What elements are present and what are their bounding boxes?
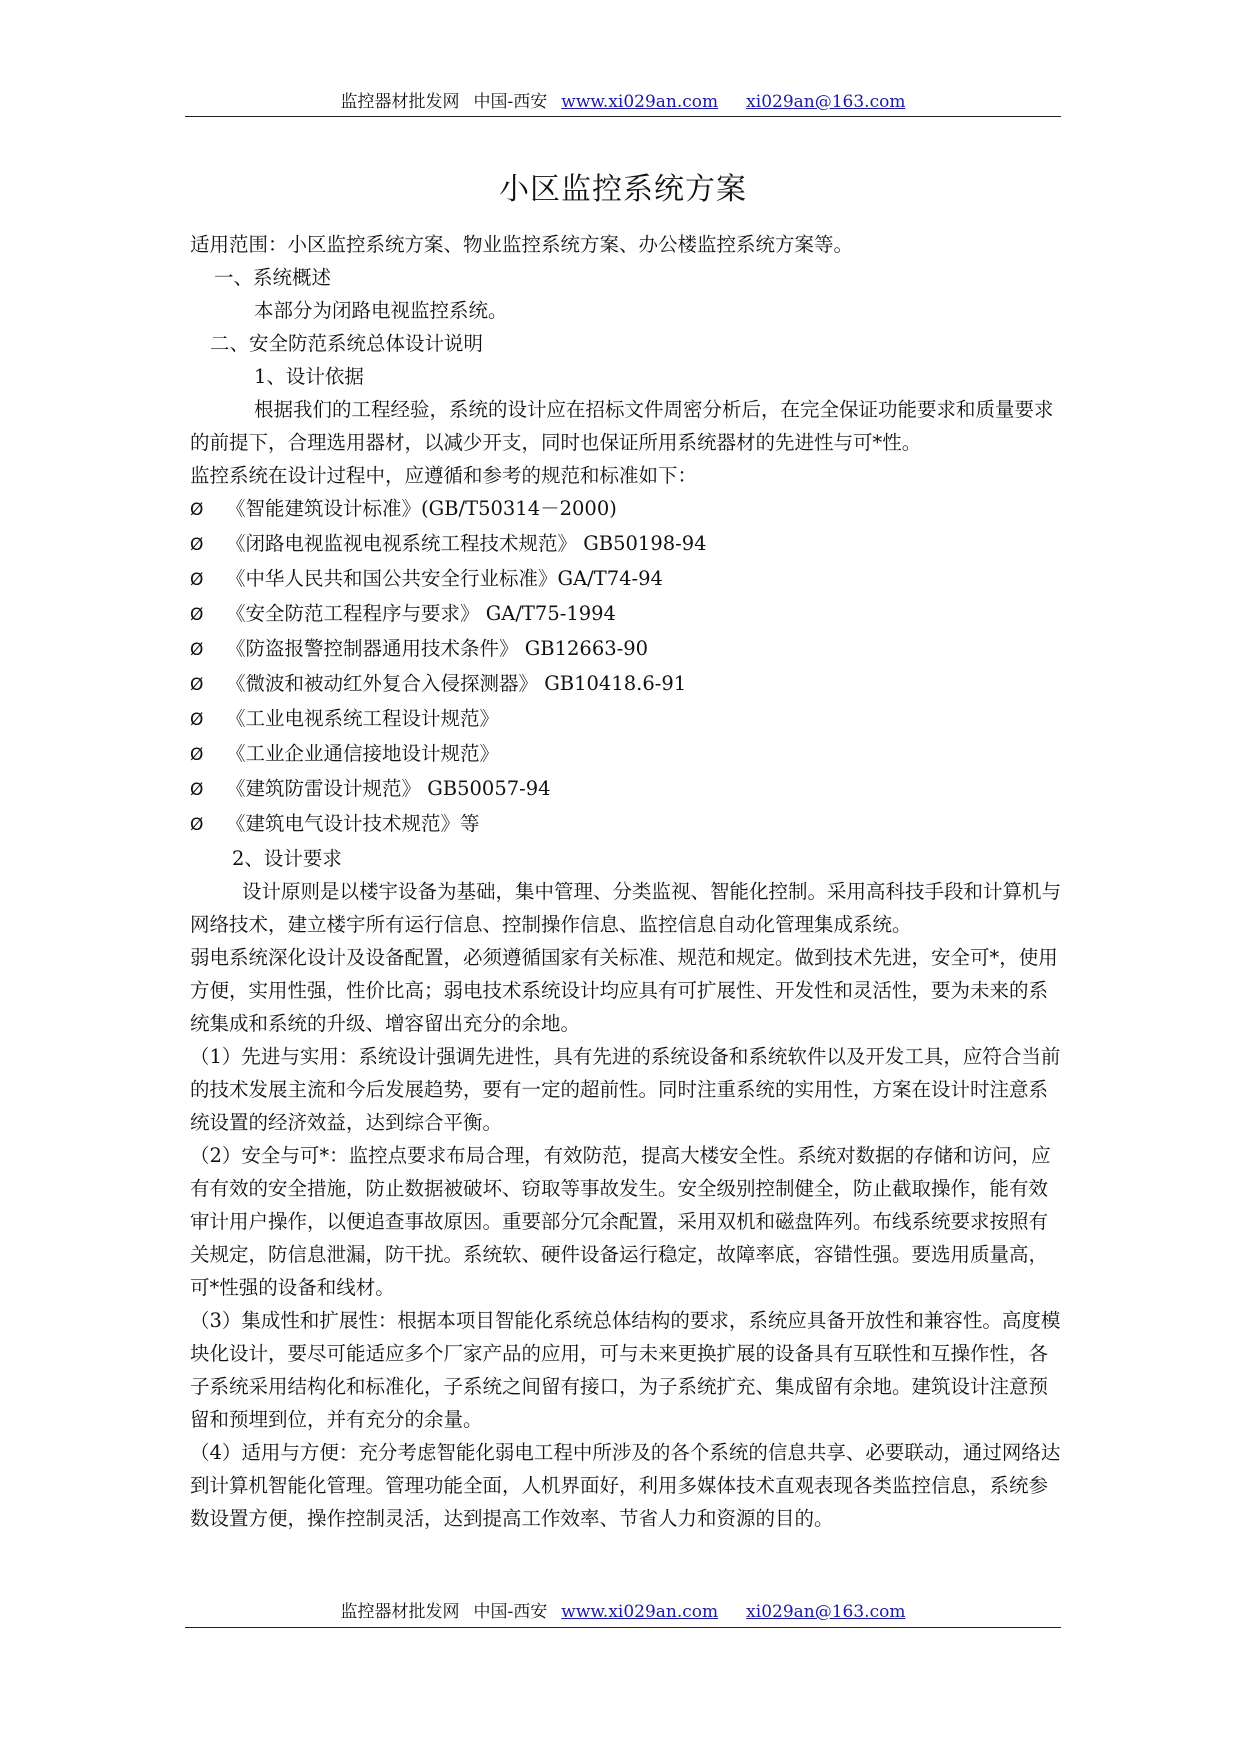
standard-item <box>190 737 1062 772</box>
bullet-marker: Ø <box>190 500 204 520</box>
bullet-marker: Ø <box>190 640 204 660</box>
requirement-item-1: （1）先进与实用：系统设计强调先进性，具有先进的系统设备和系统软件以及开发工具，应符合当前的技术发展主流和今后发展趋势，要有一定的超前性。同时注重系统的实用性，方案在设计时注意系统设置的经济效益，达到综合平衡。 <box>190 1045 1061 1134</box>
standard-item <box>190 492 1062 527</box>
standard-text: 《闭路电视监视电视系统工程技术规范》 GB50198-94 <box>226 532 707 555</box>
standard-item <box>190 772 1062 807</box>
subsection-2-paragraph-1: 设计原则是以楼宇设备为基础，集中管理、分类监视、智能化控制。采用高科技手段和计算机与网络技术，建立楼宇所有运行信息、控制操作信息、监控信息自动化管理集成系统。 <box>190 880 1062 936</box>
section-2-heading: 二、安全防范系统总体设计说明 <box>210 332 484 355</box>
document-title: 小区监控系统方案 <box>499 172 747 207</box>
standard-item <box>190 632 1062 667</box>
standard-text: 《防盗报警控制器通用技术条件》 GB12663-90 <box>226 637 649 660</box>
standard-text: 《中华人民共和国公共安全行业标准》GA/T74-94 <box>226 567 663 590</box>
subsection-2-heading: 2、设计要求 <box>232 847 342 870</box>
standard-text: 《工业企业通信接地设计规范》 <box>226 742 500 765</box>
footer-url-link[interactable]: www.xi029an.com <box>561 1602 719 1622</box>
footer-place: 中国-西安 <box>473 1602 548 1622</box>
standard-text: 《安全防范工程程序与要求》 GA/T75-1994 <box>226 602 616 625</box>
standard-text: 《工业电视系统工程设计规范》 <box>226 707 500 730</box>
bullet-marker: Ø <box>190 605 204 625</box>
section-1-text: 本部分为闭路电视监控系统。 <box>254 299 508 322</box>
standard-item <box>190 527 1062 562</box>
footer-email-link[interactable]: xi029an@163.com <box>746 1602 906 1622</box>
header-divider <box>185 116 1061 117</box>
standard-item <box>190 667 1062 702</box>
subsection-2-paragraph-2: 弱电系统深化设计及设备配置，必须遵循国家有关标准、规范和规定。做到技术先进，安全可*，使用方便，实用性强，性价比高；弱电技术系统设计均应具有可扩展性、开发性和灵活性，要为未来的系统集成和系统的升级、增容留出充分的余地。 <box>190 946 1058 1035</box>
header-site-name: 监控器材批发网 <box>340 92 460 112</box>
footer-site-name: 监控器材批发网 <box>340 1602 460 1622</box>
subsection-1-heading: 1、设计依据 <box>254 365 364 388</box>
bullet-marker: Ø <box>190 535 204 555</box>
header-url-link[interactable]: www.xi029an.com <box>561 92 719 112</box>
bullet-marker: Ø <box>190 815 204 835</box>
bullet-marker: Ø <box>190 570 204 590</box>
header-place: 中国-西安 <box>473 92 548 112</box>
page-footer <box>185 1601 1061 1623</box>
bullet-marker: Ø <box>190 780 204 800</box>
document-body <box>190 228 1062 1535</box>
requirement-item-2: （2）安全与可*：监控点要求布局合理，有效防范，提高大楼安全性。系统对数据的存储和访问，应有有效的安全措施，防止数据被破坏、窃取等事故发生。安全级别控制健全，防止截取操作，能有效审计用户操作，以便追查事故原因。重要部分冗余配置，采用双机和磁盘阵列。布线系统要求按照有关规定，防信息泄漏，防干扰。系统软、硬件设备运行稳定，故障率底，容错性强。要选用质量高，可*性强的设备和线材。 <box>190 1144 1051 1299</box>
bullet-marker: Ø <box>190 745 204 765</box>
standard-item <box>190 597 1062 632</box>
scope-line: 适用范围：小区监控系统方案、物业监控系统方案、办公楼监控系统方案等。 <box>190 233 854 256</box>
header-email-link[interactable]: xi029an@163.com <box>746 92 906 112</box>
standards-intro: 监控系统在设计过程中，应遵循和参考的规范和标准如下： <box>190 464 698 487</box>
standard-text: 《微波和被动红外复合入侵探测器》 GB10418.6-91 <box>226 672 687 695</box>
standard-item <box>190 562 1062 597</box>
standard-text: 《建筑电气设计技术规范》等 <box>226 812 480 835</box>
section-1-heading: 一、系统概述 <box>214 266 332 289</box>
bullet-marker: Ø <box>190 710 204 730</box>
standard-item <box>190 807 1062 842</box>
standard-text: 《建筑防雷设计规范》 GB50057-94 <box>226 777 551 800</box>
subsection-1-paragraph: 根据我们的工程经验，系统的设计应在招标文件周密分析后，在完全保证功能要求和质量要求的前提下，合理选用器材，以减少开支，同时也保证所用系统器材的先进性与可*性。 <box>190 398 1054 454</box>
requirement-item-4: （4）适用与方便：充分考虑智能化弱电工程中所涉及的各个系统的信息共享、必要联动，通过网络达到计算机智能化管理。管理功能全面，人机界面好，利用多媒体技术直观表现各类监控信息，系统参数设置方便，操作控制灵活，达到提高工作效率、节省人力和资源的目的。 <box>190 1441 1061 1530</box>
footer-divider <box>185 1627 1061 1628</box>
page-header <box>185 91 1061 113</box>
requirement-item-3: （3）集成性和扩展性：根据本项目智能化系统总体结构的要求，系统应具备开放性和兼容性。高度模块化设计，要尽可能适应多个厂家产品的应用，可与未来更换扩展的设备具有互联性和互操作性，各子系统采用结构化和标准化，子系统之间留有接口，为子系统扩充、集成留有余地。建筑设计注意预留和预埋到位，并有充分的余量。 <box>190 1309 1061 1431</box>
bullet-marker: Ø <box>190 675 204 695</box>
standard-text: 《智能建筑设计标准》(GB/T50314－2000) <box>226 497 617 520</box>
standard-item <box>190 702 1062 737</box>
